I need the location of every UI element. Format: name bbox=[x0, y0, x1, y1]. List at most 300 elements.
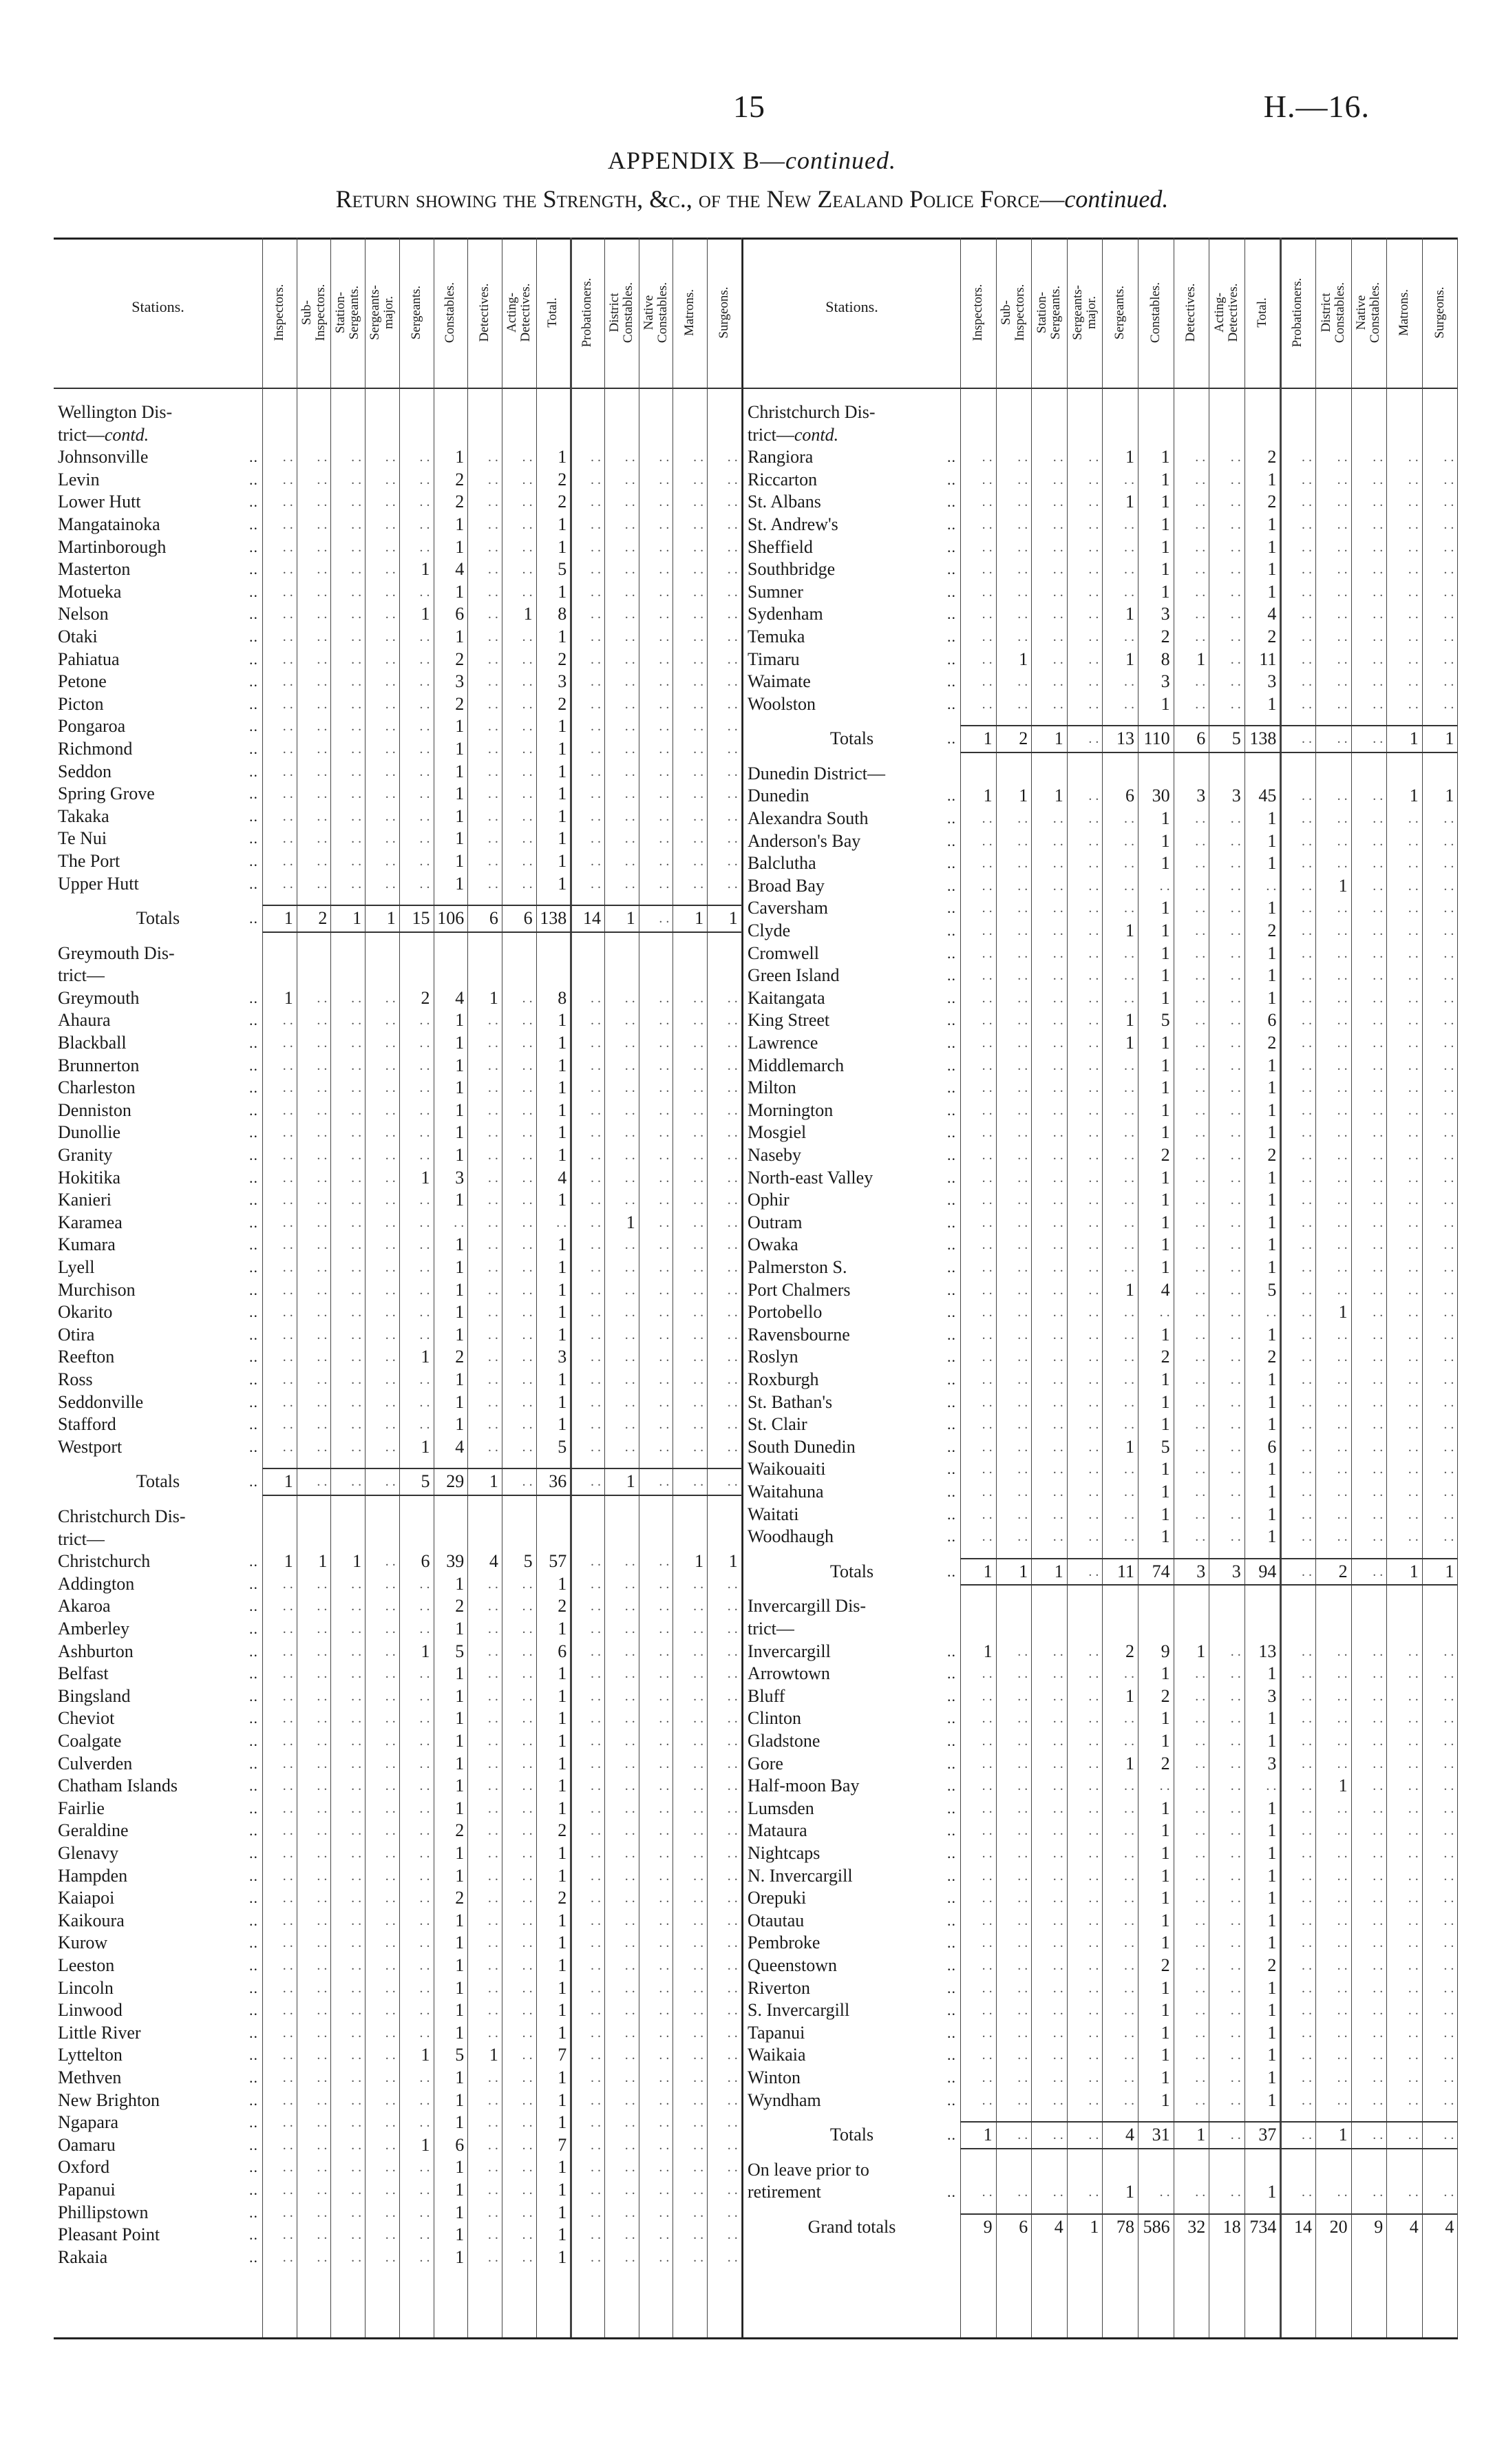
cell-station-sergeants: . . bbox=[1052, 1868, 1063, 1884]
page-number: 15 bbox=[733, 89, 765, 124]
cell-native-constables: . . bbox=[659, 1778, 670, 1794]
cell-acting-detectives: . . bbox=[522, 854, 533, 869]
cell-sergeants-major: . . bbox=[1088, 450, 1099, 465]
cell-sergeants-major: . . bbox=[1088, 2003, 1099, 2019]
cell-detectives: 1 bbox=[1196, 649, 1206, 669]
cell-acting-detectives: . . bbox=[1230, 1484, 1241, 1500]
table-row bbox=[743, 2067, 1458, 2089]
cell-acting-detectives: . . bbox=[1230, 1372, 1241, 1388]
cell-inspectors: . . bbox=[282, 1417, 293, 1433]
cell-matrons: . . bbox=[693, 584, 704, 600]
station-name: Kurow bbox=[58, 1933, 108, 1953]
cell-matrons: . . bbox=[693, 1305, 704, 1320]
cell-constables: 1 bbox=[455, 2089, 465, 2110]
cell-detectives: . . bbox=[1195, 1733, 1206, 1749]
cell-probationers: . . bbox=[1301, 1349, 1312, 1365]
cell-detectives: . . bbox=[1195, 1823, 1206, 1839]
cell-probationers: . . bbox=[590, 1576, 601, 1592]
table-row bbox=[743, 514, 1458, 536]
cell-inspectors: . . bbox=[982, 2047, 993, 2063]
cell-matrons: . . bbox=[693, 607, 704, 622]
cell-acting-detectives: . . bbox=[522, 562, 533, 578]
cell-sub-inspectors: . . bbox=[1017, 517, 1028, 532]
cell-probationers: . . bbox=[1301, 2184, 1312, 2200]
cell-surgeons: . . bbox=[1443, 562, 1454, 578]
cell-probationers: . . bbox=[590, 1439, 601, 1455]
cell-constables: 1 bbox=[1161, 2022, 1170, 2043]
cell-sub-inspectors: . . bbox=[317, 1282, 328, 1298]
cell-constables: 1 bbox=[1161, 853, 1170, 874]
cell-acting-detectives: . . bbox=[522, 1125, 533, 1141]
cell-station-sergeants: . . bbox=[1052, 1506, 1063, 1522]
cell-district-constables: . . bbox=[624, 1282, 635, 1298]
cell-district-constables: . . bbox=[624, 494, 635, 510]
leader-dots: .. bbox=[947, 1956, 956, 1974]
cell-sergeants-major: . . bbox=[385, 1891, 396, 1906]
station-name: Seddon bbox=[58, 761, 112, 781]
cell-sub-inspectors: . . bbox=[1017, 1868, 1028, 1884]
cell-matrons: . . bbox=[693, 2092, 704, 2108]
cell-sergeants-major: . . bbox=[385, 2182, 396, 2198]
cell-surgeons: . . bbox=[727, 607, 738, 622]
cell-station-sergeants: . . bbox=[1052, 607, 1063, 622]
cell-constables: 1 bbox=[455, 2157, 465, 2178]
cell-station-sergeants: . . bbox=[351, 786, 362, 802]
cell-acting-detectives: . . bbox=[1230, 607, 1241, 622]
cell-native-constables: . . bbox=[1373, 1439, 1384, 1455]
cell-surgeons: . . bbox=[727, 1327, 738, 1342]
cell-acting-detectives: . . bbox=[522, 1733, 533, 1749]
cell-detectives: . . bbox=[487, 876, 498, 892]
cell-sub-inspectors: . . bbox=[1017, 1372, 1028, 1388]
cell-acting-detectives: . . bbox=[522, 1237, 533, 1253]
cell-constables: 1 bbox=[1161, 1730, 1170, 1751]
leader-dots: .. bbox=[249, 1325, 258, 1343]
cell-surgeons: . . bbox=[727, 1237, 738, 1253]
cell-inspectors: . . bbox=[982, 1868, 993, 1884]
cell-sergeants-major: . . bbox=[385, 1868, 396, 1884]
cell-district-constables: . . bbox=[1337, 1868, 1348, 1884]
column-header-label: Probationers. bbox=[580, 277, 595, 348]
station-name: Rakaia bbox=[58, 2246, 108, 2267]
station-name: Kaikoura bbox=[58, 1910, 125, 1930]
cell-probationers: . . bbox=[590, 696, 601, 712]
cell-probationers: . . bbox=[1301, 833, 1312, 849]
cell-acting-detectives: . . bbox=[522, 1417, 533, 1433]
cell-total: 1 bbox=[558, 1730, 567, 1751]
leader-dots: .. bbox=[249, 470, 258, 488]
cell-sergeants-major: . . bbox=[1088, 1080, 1099, 1096]
cell-probationers: . . bbox=[590, 1080, 601, 1096]
cell-sergeants-major: . . bbox=[1088, 517, 1099, 532]
cell-inspectors: . . bbox=[982, 494, 993, 510]
cell-district-constables: . . bbox=[1337, 494, 1348, 510]
cell-sergeants-major: . . bbox=[1088, 607, 1099, 622]
cell-district-constables: . . bbox=[1337, 1733, 1348, 1749]
cell-detectives: . . bbox=[1195, 1711, 1206, 1727]
cell-detectives: . . bbox=[1195, 1125, 1206, 1141]
cell-sub-inspectors: . . bbox=[1017, 1057, 1028, 1073]
cell-matrons: . . bbox=[1408, 2025, 1419, 2041]
cell-detectives: . . bbox=[1195, 2003, 1206, 2019]
cell-acting-detectives: . . bbox=[522, 2025, 533, 2041]
cell-constables: 1 bbox=[1161, 1033, 1170, 1053]
cell-surgeons: . . bbox=[1443, 1711, 1454, 1727]
cell-matrons: . . bbox=[1408, 1372, 1419, 1388]
cell-inspectors: . . bbox=[282, 651, 293, 667]
cell-native-constables: . . bbox=[1373, 1688, 1384, 1704]
totals-rule bbox=[262, 1468, 741, 1469]
table-row bbox=[54, 1573, 741, 1595]
cell-surgeons: . . bbox=[1443, 1891, 1454, 1906]
leader-dots: .. bbox=[249, 2023, 258, 2041]
cell-surgeons: . . bbox=[1443, 2127, 1454, 2143]
leader-dots: .. bbox=[249, 1911, 258, 1929]
cell-probationers: . . bbox=[1301, 1484, 1312, 1500]
station-name: Totals bbox=[829, 1561, 874, 1581]
cell-total: 1 bbox=[558, 805, 567, 826]
table-row bbox=[743, 1099, 1458, 1122]
cell-detectives: . . bbox=[1195, 1372, 1206, 1388]
cell-detectives: . . bbox=[1195, 1800, 1206, 1816]
cell-sergeants: . . bbox=[419, 2070, 430, 2085]
cell-native-constables: . . bbox=[1373, 2092, 1384, 2108]
cell-detectives: 1 bbox=[1196, 1641, 1206, 1661]
cell-probationers: . . bbox=[1301, 607, 1312, 622]
cell-total: 1 bbox=[1267, 1167, 1277, 1188]
cell-surgeons: . . bbox=[727, 1125, 738, 1141]
cell-surgeons: . . bbox=[727, 2249, 738, 2265]
cell-detectives: 6 bbox=[1196, 728, 1206, 749]
cell-district-constables: . . bbox=[1337, 901, 1348, 916]
cell-station-sergeants: . . bbox=[1052, 629, 1063, 644]
station-name: Blackball bbox=[58, 1033, 127, 1053]
column-header-label: Total. bbox=[545, 297, 560, 328]
cell-constables: 1 bbox=[455, 1730, 465, 1751]
cell-inspectors: . . bbox=[282, 1621, 293, 1636]
cell-inspectors: . . bbox=[282, 2092, 293, 2108]
cell-sub-inspectors: . . bbox=[317, 1372, 328, 1388]
cell-surgeons: . . bbox=[1443, 1305, 1454, 1320]
cell-native-constables: . . bbox=[659, 1417, 670, 1433]
cell-constables: 1 bbox=[1161, 1234, 1170, 1255]
cell-sergeants: . . bbox=[1123, 472, 1134, 487]
cell-sergeants-major: . . bbox=[1088, 2025, 1099, 2041]
cell-district-constables: . . bbox=[624, 1349, 635, 1365]
station-name: Orepuki bbox=[748, 1888, 807, 1908]
leader-dots: .. bbox=[249, 1168, 258, 1186]
cell-matrons: . . bbox=[1408, 1823, 1419, 1839]
cell-inspectors: . . bbox=[282, 1666, 293, 1682]
cell-sergeants-major: . . bbox=[1088, 1462, 1099, 1477]
cell-district-constables: . . bbox=[1337, 1372, 1348, 1388]
cell-inspectors: . . bbox=[282, 1125, 293, 1141]
cell-sergeants-major: . . bbox=[1088, 1214, 1099, 1230]
table-row bbox=[54, 783, 741, 805]
station-name: Hokitika bbox=[58, 1167, 120, 1188]
cell-station-sergeants: . . bbox=[1052, 651, 1063, 667]
cell-detectives: 6 bbox=[489, 908, 498, 929]
cell-district-constables: . . bbox=[624, 1080, 635, 1096]
table-row bbox=[54, 2246, 741, 2268]
cell-acting-detectives: . . bbox=[522, 1935, 533, 1951]
cell-acting-detectives: . . bbox=[1230, 1529, 1241, 1545]
cell-acting-detectives: . . bbox=[522, 2070, 533, 2085]
table-row bbox=[743, 1707, 1458, 1729]
cell-constables: 1 bbox=[1161, 469, 1170, 489]
cell-inspectors: . . bbox=[282, 2047, 293, 2063]
cell-sub-inspectors: . . bbox=[317, 629, 328, 644]
cell-acting-detectives: . . bbox=[522, 1148, 533, 1163]
cell-sergeants: . . bbox=[1123, 901, 1134, 916]
cell-acting-detectives: . . bbox=[1230, 651, 1241, 667]
cell-surgeons: . . bbox=[727, 1823, 738, 1839]
cell-station-sergeants: . . bbox=[1052, 1080, 1063, 1096]
cell-constables: 1 bbox=[1161, 1077, 1170, 1098]
column-header-label: Constables. bbox=[1147, 282, 1163, 344]
station-name: Reefton bbox=[58, 1347, 115, 1367]
cell-probationers: . . bbox=[1301, 1711, 1312, 1727]
cell-sergeants: . . bbox=[419, 1214, 430, 1230]
cell-surgeons: . . bbox=[727, 1192, 738, 1208]
cell-acting-detectives: . . bbox=[522, 876, 533, 892]
leader-dots: .. bbox=[249, 830, 258, 847]
cell-total: 2 bbox=[1267, 626, 1277, 646]
cell-total: 1 bbox=[558, 851, 567, 871]
cell-station-sergeants: . . bbox=[1052, 1057, 1063, 1073]
cell-surgeons: . . bbox=[1443, 2003, 1454, 2019]
cell-surgeons: . . bbox=[727, 1688, 738, 1704]
cell-sub-inspectors: . . bbox=[1017, 990, 1028, 1006]
leader-dots: .. bbox=[947, 1866, 956, 1884]
cell-acting-detectives: . . bbox=[522, 1080, 533, 1096]
cell-station-sergeants: . . bbox=[1052, 1439, 1063, 1455]
table-row bbox=[743, 1279, 1458, 1301]
cell-surgeons: . . bbox=[727, 1800, 738, 1816]
cell-acting-detectives: . . bbox=[1230, 450, 1241, 465]
cell-acting-detectives: 5 bbox=[523, 1551, 533, 1572]
table-row bbox=[743, 1820, 1458, 1842]
cell-sub-inspectors: . . bbox=[1017, 1349, 1028, 1365]
cell-matrons: . . bbox=[1408, 1148, 1419, 1163]
cell-acting-detectives: 5 bbox=[1231, 728, 1241, 749]
cell-total: 2 bbox=[558, 693, 567, 714]
cell-matrons: . . bbox=[1408, 1666, 1419, 1682]
cell-inspectors: . . bbox=[982, 1237, 993, 1253]
cell-detectives: . . bbox=[487, 831, 498, 847]
table-row bbox=[54, 558, 741, 580]
cell-probationers: . . bbox=[1301, 1957, 1312, 1973]
cell-sergeants-major: . . bbox=[1088, 1800, 1099, 1816]
column-header-label: Total. bbox=[1254, 297, 1269, 328]
leader-dots: .. bbox=[249, 538, 258, 556]
cell-sub-inspectors: . . bbox=[1017, 1237, 1028, 1253]
cell-probationers: . . bbox=[1301, 2092, 1312, 2108]
cell-total: 1 bbox=[1267, 1888, 1277, 1908]
leader-dots: .. bbox=[249, 852, 258, 870]
leader-dots: .. bbox=[947, 1979, 956, 1997]
cell-native-constables: . . bbox=[1373, 2047, 1384, 2063]
cell-constables: 3 bbox=[455, 671, 465, 692]
cell-acting-detectives: . . bbox=[522, 1439, 533, 1455]
cell-station-sergeants: . . bbox=[351, 674, 362, 690]
cell-surgeons: . . bbox=[727, 494, 738, 510]
leader-dots: .. bbox=[249, 1619, 258, 1637]
cell-matrons: . . bbox=[693, 1891, 704, 1906]
cell-surgeons: . . bbox=[727, 1957, 738, 1973]
cell-district-constables: . . bbox=[624, 2227, 635, 2243]
cell-native-constables: . . bbox=[1373, 517, 1384, 532]
cell-native-constables: . . bbox=[1373, 1891, 1384, 1906]
cell-surgeons: . . bbox=[1443, 1506, 1454, 1522]
cell-detectives: . . bbox=[487, 607, 498, 622]
cell-probationers: . . bbox=[590, 1711, 601, 1727]
leader-dots: .. bbox=[249, 1597, 258, 1615]
table-row bbox=[54, 1032, 741, 1054]
leader-dots: .. bbox=[249, 1259, 258, 1276]
cell-inspectors: . . bbox=[982, 1529, 993, 1545]
cell-native-constables: . . bbox=[1373, 674, 1384, 690]
station-name: Westport bbox=[58, 1436, 123, 1457]
cell-surgeons: . . bbox=[1443, 2047, 1454, 2063]
cell-station-sergeants: . . bbox=[351, 1260, 362, 1276]
leader-dots: .. bbox=[249, 1665, 258, 1683]
leader-dots: .. bbox=[947, 1348, 956, 1366]
station-name: The Port bbox=[58, 851, 120, 871]
cell-station-sergeants: . . bbox=[1052, 1891, 1063, 1906]
cell-probationers: . . bbox=[590, 1170, 601, 1186]
cell-sergeants-major: . . bbox=[1088, 1148, 1099, 1163]
cell-native-constables: . . bbox=[1373, 1756, 1384, 1771]
cell-district-constables: . . bbox=[1337, 1394, 1348, 1410]
cell-detectives: . . bbox=[487, 1599, 498, 1614]
cell-native-constables: . . bbox=[1373, 1778, 1384, 1794]
leader-dots: .. bbox=[947, 1709, 956, 1727]
cell-native-constables: . . bbox=[1373, 1913, 1384, 1928]
cell-matrons: . . bbox=[693, 786, 704, 802]
cell-sub-inspectors: . . bbox=[1017, 1192, 1028, 1208]
cell-native-constables: . . bbox=[1373, 2025, 1384, 2041]
cell-acting-detectives: . . bbox=[1230, 1666, 1241, 1682]
cell-sergeants: . . bbox=[419, 1260, 430, 1276]
cell-district-constables: . . bbox=[1337, 584, 1348, 600]
cell-sub-inspectors: . . bbox=[317, 1778, 328, 1794]
cell-district-constables: . . bbox=[624, 1913, 635, 1928]
cell-native-constables: . . bbox=[1373, 629, 1384, 644]
leader-dots: .. bbox=[947, 1562, 956, 1580]
leader-dots: .. bbox=[249, 1866, 258, 1884]
cell-station-sergeants: . . bbox=[1052, 2092, 1063, 2108]
cell-detectives: . . bbox=[1195, 1080, 1206, 1096]
cell-matrons: . . bbox=[693, 2137, 704, 2153]
cell-constables: 1 bbox=[455, 2000, 465, 2021]
station-name: Waikaia bbox=[748, 2045, 806, 2065]
station-name: Winton bbox=[748, 2067, 801, 2087]
cell-surgeons: . . bbox=[1443, 1845, 1454, 1861]
cell-probationers: . . bbox=[1301, 539, 1312, 555]
cell-sergeants-major: . . bbox=[385, 831, 396, 847]
cell-total: 2 bbox=[1267, 1033, 1277, 1053]
table-row bbox=[54, 2022, 741, 2044]
leader-dots: .. bbox=[249, 909, 258, 927]
column-header bbox=[672, 238, 707, 388]
cell-inspectors: . . bbox=[282, 1643, 293, 1659]
cell-acting-detectives: . . bbox=[1230, 1394, 1241, 1410]
cell-native-constables: . . bbox=[1373, 1372, 1384, 1388]
cell-inspectors: . . bbox=[282, 1913, 293, 1928]
table-row bbox=[54, 1346, 741, 1368]
cell-inspectors: . . bbox=[282, 1260, 293, 1276]
leader-dots: .. bbox=[249, 1348, 258, 1366]
cell-sergeants-major: . . bbox=[1088, 1170, 1099, 1186]
cell-constables: 1 bbox=[1161, 965, 1170, 986]
cell-matrons: . . bbox=[693, 1080, 704, 1096]
cell-sub-inspectors: . . bbox=[1017, 945, 1028, 961]
cell-matrons: . . bbox=[1408, 1800, 1419, 1816]
table-row bbox=[743, 1458, 1458, 1480]
cell-probationers: . . bbox=[1301, 1643, 1312, 1659]
cell-inspectors: . . bbox=[282, 2025, 293, 2041]
cell-matrons: . . bbox=[1408, 1462, 1419, 1477]
cell-matrons: . . bbox=[1408, 1214, 1419, 1230]
cell-native-constables: . . bbox=[659, 831, 670, 847]
cell-matrons: . . bbox=[693, 1957, 704, 1973]
table-row bbox=[54, 873, 741, 895]
cell-constables: 1 bbox=[1161, 1482, 1170, 1502]
cell-detectives: . . bbox=[1195, 1192, 1206, 1208]
cell-inspectors: . . bbox=[982, 562, 993, 578]
cell-constables: 2 bbox=[455, 693, 465, 714]
leader-dots: .. bbox=[249, 628, 258, 645]
leader-dots: .. bbox=[947, 2126, 956, 2144]
cell-surgeons: . . bbox=[1443, 1125, 1454, 1141]
cell-probationers: 14 bbox=[582, 908, 601, 929]
cell-inspectors: . . bbox=[982, 1688, 993, 1704]
station-name: Christchurch Dis- bbox=[58, 1506, 186, 1526]
leader-dots: .. bbox=[947, 1889, 956, 1907]
cell-constables: 1 bbox=[455, 2246, 465, 2267]
cell-total: 1 bbox=[1267, 1842, 1277, 1863]
cell-sub-inspectors: . . bbox=[317, 808, 328, 824]
station-name: Lawrence bbox=[748, 1033, 818, 1053]
cell-sergeants-major: . . bbox=[1088, 990, 1099, 1006]
cell-probationers: . . bbox=[1301, 1823, 1312, 1839]
cell-sergeants-major: . . bbox=[1088, 833, 1099, 849]
cell-sub-inspectors: . . bbox=[1017, 696, 1028, 712]
cell-constables: 1 bbox=[455, 1099, 465, 1120]
cell-acting-detectives: . . bbox=[1230, 968, 1241, 984]
cell-constables: 2 bbox=[1161, 1753, 1170, 1773]
cell-inspectors: . . bbox=[982, 1980, 993, 1996]
cell-probationers: . . bbox=[590, 831, 601, 847]
cell-station-sergeants: . . bbox=[1052, 1282, 1063, 1298]
leader-dots: .. bbox=[249, 1844, 258, 1862]
cell-constables: 1 bbox=[1161, 1708, 1170, 1729]
cell-sergeants: 6 bbox=[421, 1551, 430, 1572]
cell-inspectors: . . bbox=[282, 1576, 293, 1592]
cell-sub-inspectors: . . bbox=[1017, 1845, 1028, 1861]
cell-station-sergeants: . . bbox=[1052, 1529, 1063, 1545]
cell-sergeants-major: . . bbox=[1088, 674, 1099, 690]
leader-dots: .. bbox=[249, 1056, 258, 1074]
cell-native-constables: . . bbox=[1373, 1800, 1384, 1816]
cell-probationers: . . bbox=[590, 808, 601, 824]
cell-total: 4 bbox=[558, 1167, 567, 1188]
cell-acting-detectives: . . bbox=[1230, 878, 1241, 894]
cell-sergeants: 1 bbox=[1125, 2182, 1134, 2202]
table-row bbox=[54, 828, 741, 850]
cell-constables: 1 bbox=[455, 2179, 465, 2200]
